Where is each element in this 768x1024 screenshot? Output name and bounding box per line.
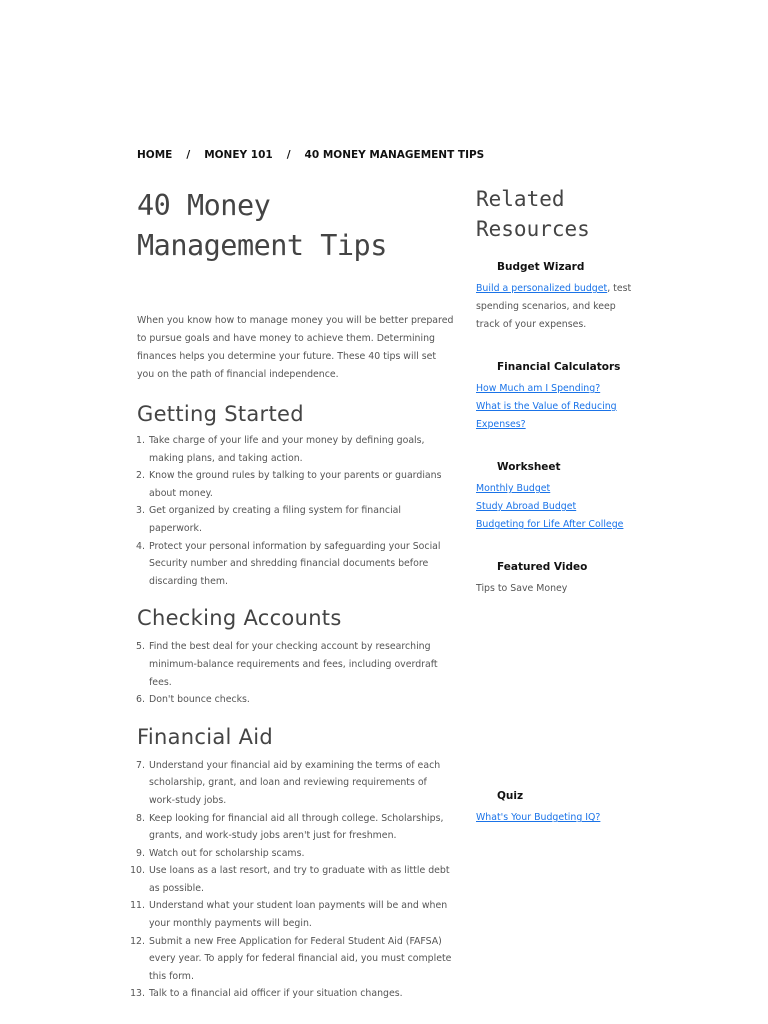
section-heading-financial-aid: Financial Aid	[137, 724, 274, 749]
related-resources-sidebar	[476, 184, 636, 823]
value-reducing-expenses-link[interactable]: What is the Value of Reducing Expenses?	[476, 401, 617, 430]
budgeting-iq-quiz-link[interactable]: What's Your Budgeting IQ?	[476, 812, 601, 823]
page-title-line1: 40 Money	[137, 189, 271, 222]
build-budget-link[interactable]: Build a personalized budget	[476, 283, 608, 294]
featured-video-title: Tips to Save Money	[476, 583, 568, 594]
tip-text: Use loans as a last resort, and try to graduate with as little debt as possible.	[149, 865, 450, 894]
page-title-line2: Management Tips	[137, 229, 387, 262]
page-title	[137, 186, 455, 266]
tip-text: Watch out for scholarship scams.	[149, 847, 305, 859]
tip-list-checking-accounts	[137, 638, 455, 708]
budget-wizard-description: , test spending scenarios, and keep track of your expenses.	[476, 283, 632, 330]
quiz-heading: Quiz	[497, 790, 524, 802]
tip-number: 12.	[130, 935, 145, 947]
intro-paragraph: When you know how to manage money you will be better prepared to pursue goals and have money to achieve them. Determining finances helps you determine your future. These 40 tips will set you on the path of financial independence.	[137, 315, 454, 380]
budget-wizard-text	[476, 280, 636, 334]
tip-text: Submit a new Free Application for Federal Student Aid (FAFSA) every year. To apply for federal financial aid, you must complete this form.	[149, 935, 452, 982]
budgeting-after-college-link[interactable]: Budgeting for Life After College	[476, 519, 624, 530]
financial-calculators-heading: Financial Calculators	[497, 361, 621, 373]
breadcrumb-separator: /	[186, 149, 191, 161]
financial-calculators-links	[476, 380, 636, 434]
worksheet-links	[476, 480, 636, 534]
tip-item	[130, 933, 455, 986]
tip-item	[137, 432, 455, 467]
tip-item	[130, 985, 455, 1003]
breadcrumb-current: 40 MONEY MANAGEMENT TIPS	[304, 149, 485, 161]
monthly-budget-link[interactable]: Monthly Budget	[476, 483, 551, 494]
budget-wizard-heading: Budget Wizard	[497, 261, 585, 273]
tip-number: 2.	[136, 470, 145, 482]
featured-video-block	[476, 560, 636, 598]
sidebar-title-line2: Resources	[476, 217, 590, 241]
tip-number: 7.	[136, 759, 145, 771]
tip-number: 8.	[136, 812, 145, 824]
breadcrumb	[137, 149, 484, 161]
tip-text: Find the best deal for your checking account by researching minimum-balance requirements and fees, including overdraft fees.	[149, 641, 438, 688]
tip-item	[130, 897, 455, 932]
article	[130, 186, 455, 1003]
quiz-block	[476, 789, 636, 827]
tip-list-getting-started	[137, 432, 455, 590]
section-heading-getting-started: Getting Started	[137, 402, 304, 426]
tip-number: 6.	[136, 694, 145, 706]
breadcrumb-home-link[interactable]: HOME	[137, 149, 173, 161]
quiz-links	[476, 809, 636, 827]
tip-text: Don't bounce checks.	[149, 694, 250, 706]
tip-text: Talk to a financial aid officer if your situation changes.	[149, 988, 403, 1000]
tip-text: Protect your personal information by safeguarding your Social Security number and shredding financial documents before discarding them.	[149, 540, 441, 587]
tip-item	[137, 538, 455, 591]
tip-item	[130, 862, 455, 897]
tip-text: Know the ground rules by talking to your parents or guardians about money.	[149, 470, 442, 499]
tip-text: Get organized by creating a filing system for financial paperwork.	[149, 505, 402, 534]
worksheet-block	[476, 460, 636, 534]
tip-number: 11.	[130, 900, 145, 912]
study-abroad-budget-link[interactable]: Study Abroad Budget	[476, 501, 577, 512]
budget-wizard-block	[476, 260, 636, 334]
tip-item	[137, 638, 455, 691]
tip-list-financial-aid	[130, 757, 455, 1003]
tip-text: Understand what your student loan payments will be and when your monthly payments will begin.	[149, 900, 448, 930]
tip-item	[137, 757, 455, 810]
tip-item	[137, 691, 455, 709]
financial-calculators-block	[476, 360, 636, 434]
tip-number: 9.	[136, 847, 145, 859]
tip-number: 1.	[136, 435, 145, 446]
sidebar-title-line1: Related	[476, 187, 565, 211]
tip-text: Understand your financial aid by examining the terms of each scholarship, grant, and loan and reviewing requirements of work-study jobs.	[149, 759, 441, 806]
how-much-spending-link[interactable]: How Much am I Spending?	[476, 383, 601, 394]
tip-item	[137, 502, 455, 537]
tip-number: 5.	[136, 641, 145, 653]
tip-number: 4.	[136, 540, 145, 552]
tip-item	[137, 810, 455, 845]
breadcrumb-money101-link[interactable]: MONEY 101	[204, 149, 273, 161]
sidebar-title	[476, 184, 636, 244]
breadcrumb-separator: /	[286, 149, 291, 161]
tip-item	[137, 467, 455, 502]
section-heading-checking-accounts: Checking Accounts	[137, 606, 342, 631]
worksheet-heading: Worksheet	[497, 461, 561, 473]
tip-item	[137, 845, 455, 863]
tip-number: 13.	[130, 988, 145, 1000]
tip-text: Keep looking for financial aid all through college. Scholarships, grants, and work-study jobs aren't just for freshmen.	[149, 812, 444, 842]
tip-number: 10.	[130, 865, 145, 877]
featured-video-heading: Featured Video	[497, 561, 588, 573]
tip-text: Take charge of your life and your money by defining goals, making plans, and taking action.	[149, 435, 425, 464]
tip-number: 3.	[136, 505, 145, 517]
